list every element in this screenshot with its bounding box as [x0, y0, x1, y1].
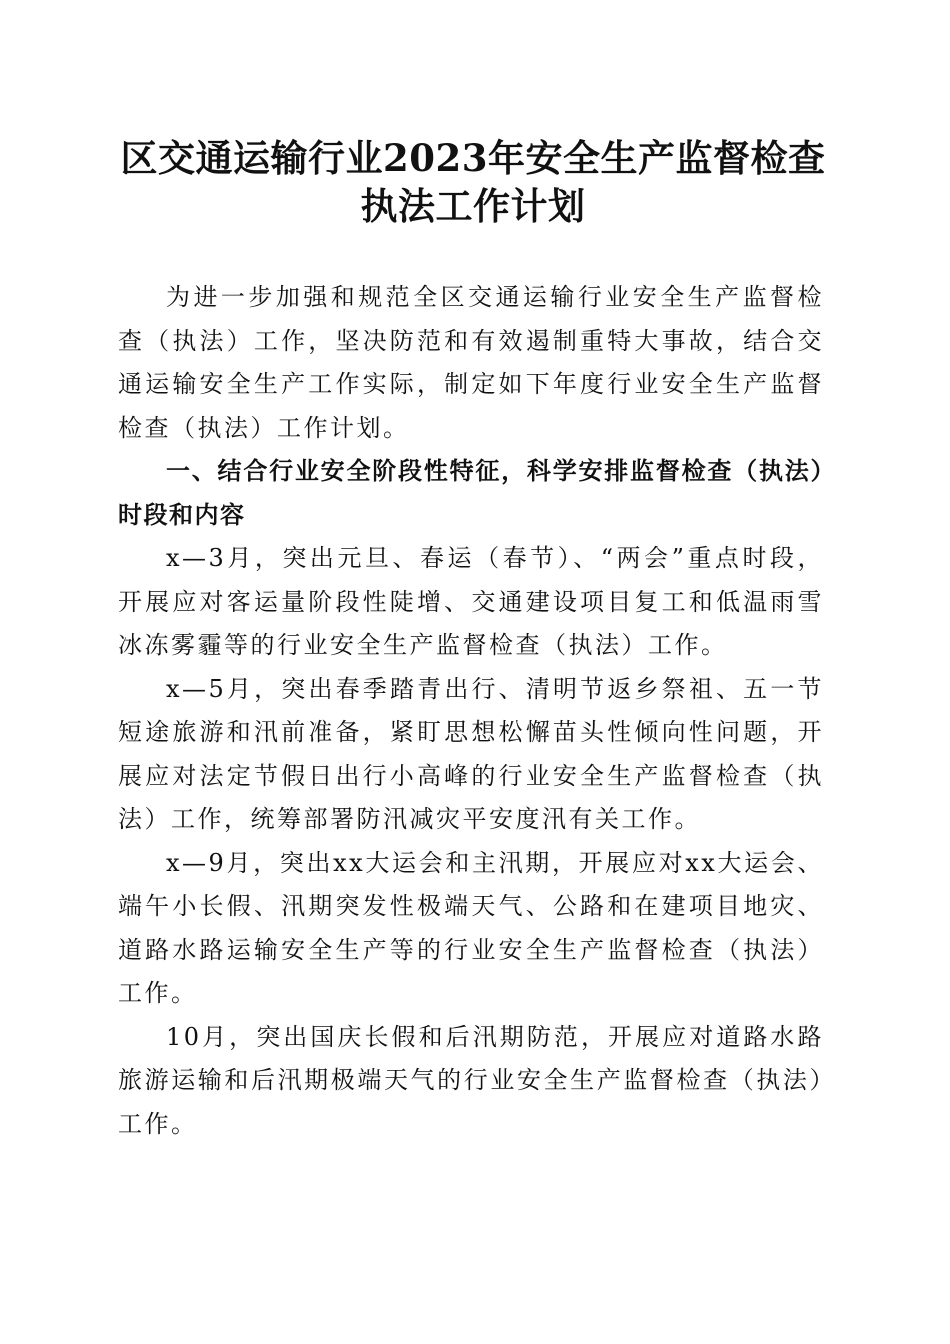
document-body [118, 276, 824, 1146]
paragraph-oct: 10月，突出国庆长假和后汛期防范，开展应对道路水路旅游运输和后汛期极端天气的行业安全生产监督检查（执法）工作。 [118, 1022, 824, 1138]
intro-paragraph: 为进一步加强和规范全区交通运输行业安全生产监督检查（执法）工作，坚决防范和有效遏制重特大事故，结合交通运输安全生产工作实际，制定如下年度行业安全生产监督检查（执法）工作计划。 [118, 283, 824, 442]
paragraph-jan-mar: x—3月，突出元旦、春运（春节）、“两会”重点时段，开展应对客运量阶段性陡增、交通建设项目复工和低温雨雪冰冻雾霾等的行业安全生产监督检查（执法）工作。 [118, 544, 824, 659]
paragraph-apr-may: x—5月，突出春季踏青出行、清明节返乡祭祖、五一节短途旅游和汛前准备，紧盯思想松懈苗头性倾向性问题，开展应对法定节假日出行小高峰的行业安全生产监督检查（执法）工作，统筹部署防汛减灾平安度汛有关工作。 [118, 674, 824, 833]
section-heading-1: 一、结合行业安全阶段性特征，科学安排监督检查（执法）时段和内容 [118, 457, 824, 529]
paragraph-jun-sep: x—9月，突出xx大运会和主汛期，开展应对xx大运会、端午小长假、汛期突发性极端天气、公路和在建项目地灾、道路水路运输安全生产等的行业安全生产监督检查（执法）工作。 [118, 848, 824, 1007]
document-title: 区交通运输行业2023年安全生产监督检查执法工作计划 [120, 136, 826, 228]
